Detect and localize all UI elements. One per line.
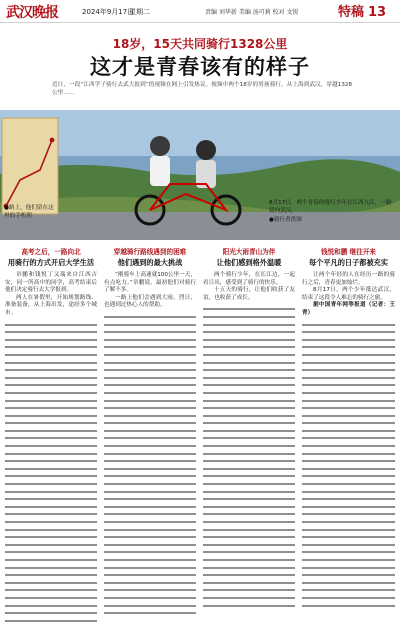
editors-credit: 责编 刘华新 美编 汤可莉 校对 文锐 xyxy=(205,9,299,16)
column-1-body xyxy=(5,272,97,318)
section-name: 特稿 xyxy=(338,5,365,20)
column-4-paragraph-1: 让两个年轻的人在经历一路的骑行之后，青春更加灿烂。 xyxy=(302,272,395,286)
page-title: 这才是青春该有的样子 xyxy=(90,55,310,79)
column-4 xyxy=(302,246,395,612)
column-1-subheading: 用骑行的方式开启大学生活 xyxy=(7,258,95,267)
issue-weekday: 星期二 xyxy=(129,8,150,16)
column-1-paragraph-1: 章鹏和钱悦丁又瑞来自江西吉安，同一所高中的同学，高考结束后他们决定骑行去大学报到。 xyxy=(5,272,97,294)
column-1-paragraph-2: 两人在暑假里，开始规划路线、准备装备，从上海出发，途经多个城市。 xyxy=(5,294,97,316)
column-3-subhead: 阳光大雨青山为伴 xyxy=(222,248,276,256)
column-4-body xyxy=(302,272,395,318)
column-1-text-lines xyxy=(5,324,97,622)
column-2 xyxy=(104,246,196,620)
column-2-text-lines xyxy=(104,316,196,614)
issue-date: 2024年9月17日 xyxy=(82,8,135,16)
column-3 xyxy=(203,246,295,612)
column-3-paragraph-1: 两个骑行少年，在长江边，一起看日出，感受到了骑行的快乐。 xyxy=(203,272,295,286)
column-2-subheading: 他们遇到的最大挑战 xyxy=(117,258,183,267)
column-2-paragraph-1: “刚骑车上高速就100公里一天，有点吃力。”章鹏说，最初他们对骑行了解不多。 xyxy=(104,272,196,294)
inset-caption: ●路上，他们留在这里的手机照 xyxy=(4,205,54,219)
newspaper-logo: 武汉晚报 xyxy=(6,5,58,21)
column-1 xyxy=(5,246,97,627)
lead-paragraph: 近日，一段“江西学子骑行去武大报到”的视频在网上引发热议。视频中两个18岁的男孩骑行，从上海到武汉，穿越1328公里…… xyxy=(52,82,352,96)
column-3-paragraph-2: 十五天的骑行，让他们收获了友谊，也收获了成长。 xyxy=(203,287,295,301)
column-1-subhead: 高考之后，一路向北 xyxy=(21,248,81,256)
column-4-text-lines xyxy=(302,324,395,607)
masthead xyxy=(0,0,400,23)
photo-caption: 8月17日，两个青春的骑行少年在江西九江，一路骑向武汉。 xyxy=(269,200,392,214)
column-3-body xyxy=(203,272,295,302)
column-3-subheading: 让他们感到格外温暖 xyxy=(216,258,282,267)
column-2-paragraph-2: 一路上他们会遇到大雨、烈日，也遇到过热心人的帮助。 xyxy=(104,294,196,309)
column-4-subheading: 每个平凡的日子都被充实 xyxy=(308,258,389,267)
column-4-source-note: 据中国青年网等报道（记者：王青） xyxy=(302,302,395,316)
column-4-subhead: 钱悦和鹏 继往开来 xyxy=(320,248,377,256)
page-number: 13 xyxy=(368,5,387,20)
column-3-text-lines xyxy=(203,308,295,606)
column-2-subhead: 穿越骑行路线遇到的困难 xyxy=(113,248,187,256)
section-title xyxy=(338,1,386,20)
kicker: 18岁，15天共同骑行1328公里 xyxy=(112,37,288,51)
photo-credit: ●骑行者供图 xyxy=(269,217,302,223)
column-2-body xyxy=(104,272,196,310)
column-4-paragraph-2: 8月17日，两个少年抵达武汉，结束了这段令人难忘的骑行之旅。 xyxy=(302,287,395,301)
